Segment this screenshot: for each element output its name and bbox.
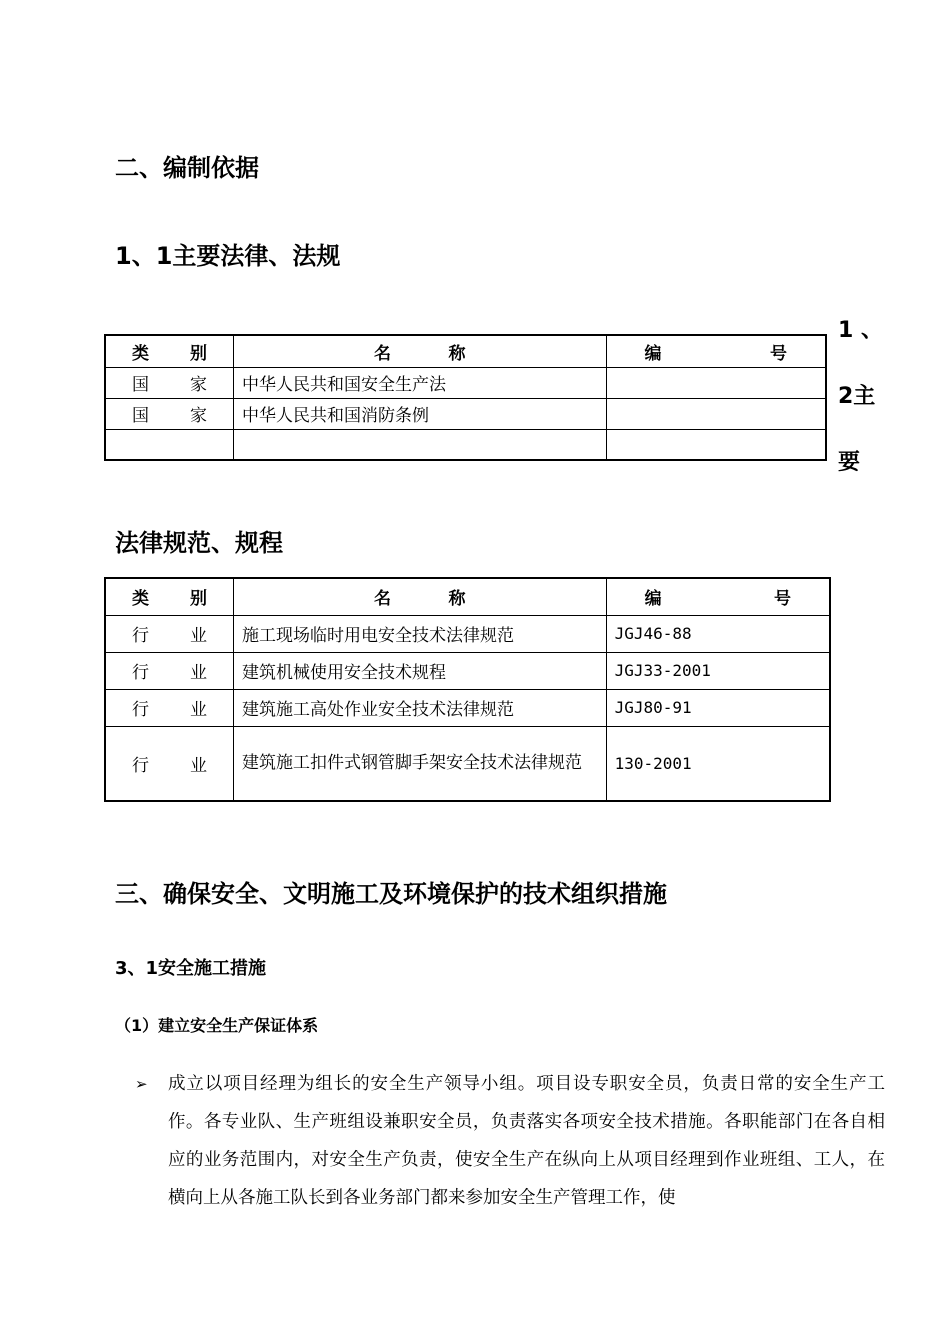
- cell-number: [606, 398, 826, 429]
- subsection-1-2-continued: 法律规范、规程: [115, 529, 283, 557]
- laws-table: [104, 334, 827, 461]
- header-category: 类 别: [105, 335, 234, 367]
- section3-title: 三、确保安全、文明施工及环境保护的技术组织措施: [115, 880, 667, 908]
- cell-name: 中华人民共和国安全生产法: [234, 367, 607, 398]
- cell-name: 中华人民共和国消防条例: [234, 398, 607, 429]
- cell-name: 建筑施工高处作业安全技术法律规范: [234, 689, 607, 726]
- header-number: 编 号: [606, 578, 830, 615]
- header-number: 编 号: [606, 335, 826, 367]
- cell-category: 行 业: [105, 726, 234, 801]
- arrow-bullet-icon: ➢: [135, 1075, 148, 1093]
- cell-name: 施工现场临时用电安全技术法律规范: [234, 615, 607, 652]
- cell-category: 国 家: [105, 398, 234, 429]
- cell-category: 行 业: [105, 652, 234, 689]
- table-row: [105, 615, 830, 652]
- table-header-row: [105, 578, 830, 615]
- cell-number: [606, 429, 826, 460]
- cell-number: JGJ33-2001: [606, 652, 830, 689]
- cell-number: 130-2001: [606, 726, 830, 801]
- subsection-1-1-title: 1、1主要法律、法规: [115, 242, 341, 270]
- table-row: [105, 652, 830, 689]
- header-name: 名 称: [234, 578, 607, 615]
- table-row: [105, 367, 826, 398]
- side-heading-1-2: [838, 298, 888, 496]
- cell-number: [606, 367, 826, 398]
- cell-name: 建筑机械使用安全技术规程: [234, 652, 607, 689]
- cell-category: 行 业: [105, 689, 234, 726]
- subsection-3-1-1-title: （1）建立安全生产保证体系: [115, 1016, 319, 1035]
- cell-name: [234, 429, 607, 460]
- side-heading-line: 1 、: [838, 318, 883, 343]
- cell-number: JGJ46-88: [606, 615, 830, 652]
- table-row: [105, 689, 830, 726]
- subsection-3-1-title: 3、1安全施工措施: [115, 958, 267, 979]
- cell-category: [105, 429, 234, 460]
- header-name: 名 称: [234, 335, 607, 367]
- standards-table: [104, 577, 831, 802]
- side-heading-line: 2主: [838, 384, 876, 409]
- cell-category: 行 业: [105, 615, 234, 652]
- bullet-paragraph: [115, 1065, 885, 1217]
- table-row: [105, 398, 826, 429]
- table-header-row: [105, 335, 826, 367]
- header-category: 类 别: [105, 578, 234, 615]
- section2-title: 二、编制依据: [115, 154, 259, 182]
- table-row: [105, 429, 826, 460]
- table-row: [105, 726, 830, 801]
- cell-category: 国 家: [105, 367, 234, 398]
- side-heading-line: 要: [838, 450, 861, 475]
- cell-number: JGJ80-91: [606, 689, 830, 726]
- cell-name: 建筑施工扣件式钢管脚手架安全技术法律规范: [234, 726, 607, 801]
- bullet-text: 成立以项目经理为组长的安全生产领导小组。项目设专职安全员，负责日常的安全生产工作。各专业队、生产班组设兼职安全员，负责落实各项安全技术措施。各职能部门在各自相应的业务范围内，对安全生产负责，使安全生产在纵向上从项目经理到作业班组、工人，在横向上从各施工队长到各业务部门都来参加安全生产管理工作，使: [168, 1074, 885, 1208]
